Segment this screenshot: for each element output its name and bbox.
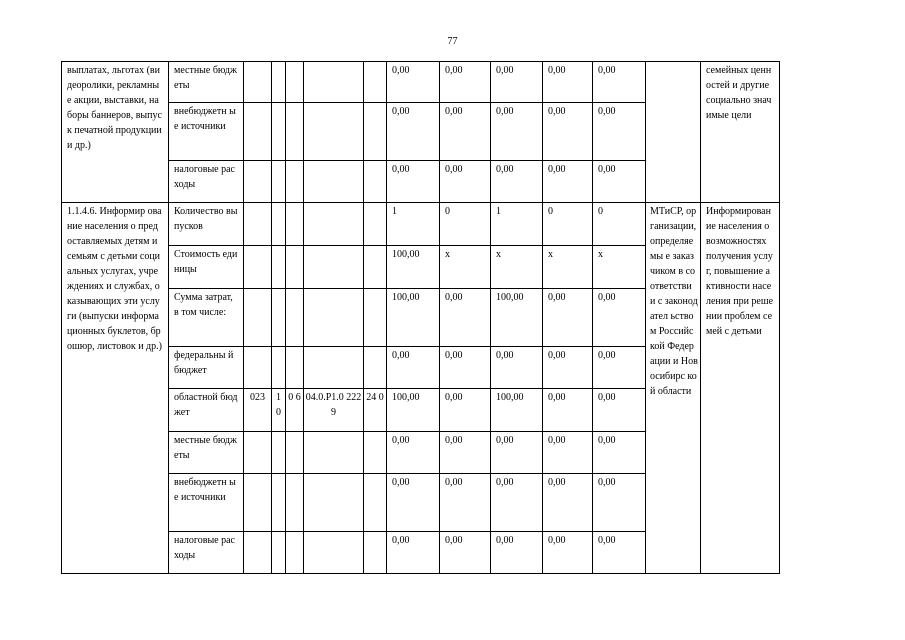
- value-cell: 100,00: [491, 289, 543, 347]
- expense-type-code: 24 0: [364, 389, 387, 432]
- value-cell: 0,00: [387, 532, 440, 574]
- value-cell: 0,00: [440, 103, 491, 161]
- source-label: областной бюджет: [169, 389, 244, 432]
- source-label: налоговые расходы: [169, 532, 244, 574]
- source-label: местные бюджеты: [169, 432, 244, 474]
- value-cell: 0,00: [387, 161, 440, 203]
- value-cell: 0,00: [593, 103, 646, 161]
- value-cell: 0,00: [491, 161, 543, 203]
- value-cell: 0,00: [440, 532, 491, 574]
- budget-table: [61, 61, 846, 574]
- source-label: Сумма затрат, в том числе:: [169, 289, 244, 347]
- value-cell: 0: [440, 203, 491, 246]
- value-cell: 0,00: [593, 62, 646, 103]
- executor-cell: [646, 62, 701, 203]
- value-cell: 0,00: [440, 347, 491, 389]
- value-cell: 0,00: [387, 347, 440, 389]
- value-cell: x: [593, 246, 646, 289]
- value-cell: 0,00: [543, 389, 593, 432]
- value-cell: 0,00: [543, 474, 593, 532]
- value-cell: 100,00: [387, 246, 440, 289]
- value-cell: 0,00: [593, 532, 646, 574]
- value-cell: 0,00: [491, 103, 543, 161]
- value-cell: 0,00: [543, 347, 593, 389]
- source-label: налоговые расходы: [169, 161, 244, 203]
- source-label: федеральны й бюджет: [169, 347, 244, 389]
- value-cell: x: [440, 246, 491, 289]
- value-cell: 100,00: [491, 389, 543, 432]
- value-cell: 0,00: [593, 161, 646, 203]
- value-cell: 0,00: [387, 62, 440, 103]
- value-cell: 0,00: [593, 432, 646, 474]
- value-cell: 0,00: [387, 474, 440, 532]
- value-cell: 0,00: [440, 62, 491, 103]
- page-number: 77: [447, 36, 458, 47]
- table-row: [62, 62, 846, 103]
- value-cell: 0,00: [440, 161, 491, 203]
- value-cell: 100,00: [387, 389, 440, 432]
- value-cell: x: [491, 246, 543, 289]
- value-cell: 0,00: [491, 62, 543, 103]
- result-cell: семейных ценностей и другие социально значимые цели: [701, 62, 780, 203]
- section-code: 1 0: [272, 389, 286, 432]
- value-cell: 0,00: [543, 62, 593, 103]
- value-cell: 0: [593, 203, 646, 246]
- grbs-code: 023: [244, 389, 272, 432]
- value-cell: 0,00: [440, 289, 491, 347]
- value-cell: 1: [387, 203, 440, 246]
- source-label: местные бюджеты: [169, 62, 244, 103]
- source-label: Стоимость единицы: [169, 246, 244, 289]
- value-cell: 0,00: [491, 474, 543, 532]
- value-cell: 0,00: [440, 432, 491, 474]
- value-cell: 0,00: [387, 432, 440, 474]
- source-label: Количество выпусков: [169, 203, 244, 246]
- executor-cell: МТиСР, организации, определяемы е заказчиком в соответстви и с законодател ьством Российской Федерации и Новосибирс кой области: [646, 203, 701, 574]
- table-row: [62, 203, 846, 246]
- target-article-code: 04.0.P1.0 2229: [304, 389, 364, 432]
- value-cell: 0,00: [491, 532, 543, 574]
- value-cell: 0,00: [593, 389, 646, 432]
- value-cell: 0,00: [593, 474, 646, 532]
- value-cell: 0,00: [593, 289, 646, 347]
- source-label: внебюджетн ые источники: [169, 474, 244, 532]
- value-cell: 0,00: [543, 161, 593, 203]
- value-cell: 0,00: [440, 389, 491, 432]
- value-cell: 0,00: [440, 474, 491, 532]
- value-cell: 0,00: [543, 432, 593, 474]
- value-cell: 0,00: [543, 289, 593, 347]
- goal-cell: выплатах, льготах (видеоролики, рекламные акции, выставки, наборы баннеров, выпуск печатной продукции и др.): [62, 62, 169, 203]
- value-cell: 0,00: [543, 103, 593, 161]
- value-cell: 0,00: [543, 532, 593, 574]
- subsection-code: 0 6: [286, 389, 304, 432]
- result-cell: Информирование населения о возможностях получения услуг, повышение активности населения при решении проблем семей с детьми: [701, 203, 780, 574]
- value-cell: 0,00: [387, 103, 440, 161]
- value-cell: 100,00: [387, 289, 440, 347]
- value-cell: x: [543, 246, 593, 289]
- measure-cell: 1.1.4.6. Информир ование населения о предоставляемых детям и семьям с детьми социальных услугах, учреждениях и службах, оказывающих эти услуги (выпуски информационных буклетов, брошюр, листовок и др.): [62, 203, 169, 574]
- source-label: внебюджетн ые источники: [169, 103, 244, 161]
- value-cell: 0,00: [593, 347, 646, 389]
- value-cell: 1: [491, 203, 543, 246]
- value-cell: 0,00: [491, 432, 543, 474]
- value-cell: 0,00: [491, 347, 543, 389]
- value-cell: 0: [543, 203, 593, 246]
